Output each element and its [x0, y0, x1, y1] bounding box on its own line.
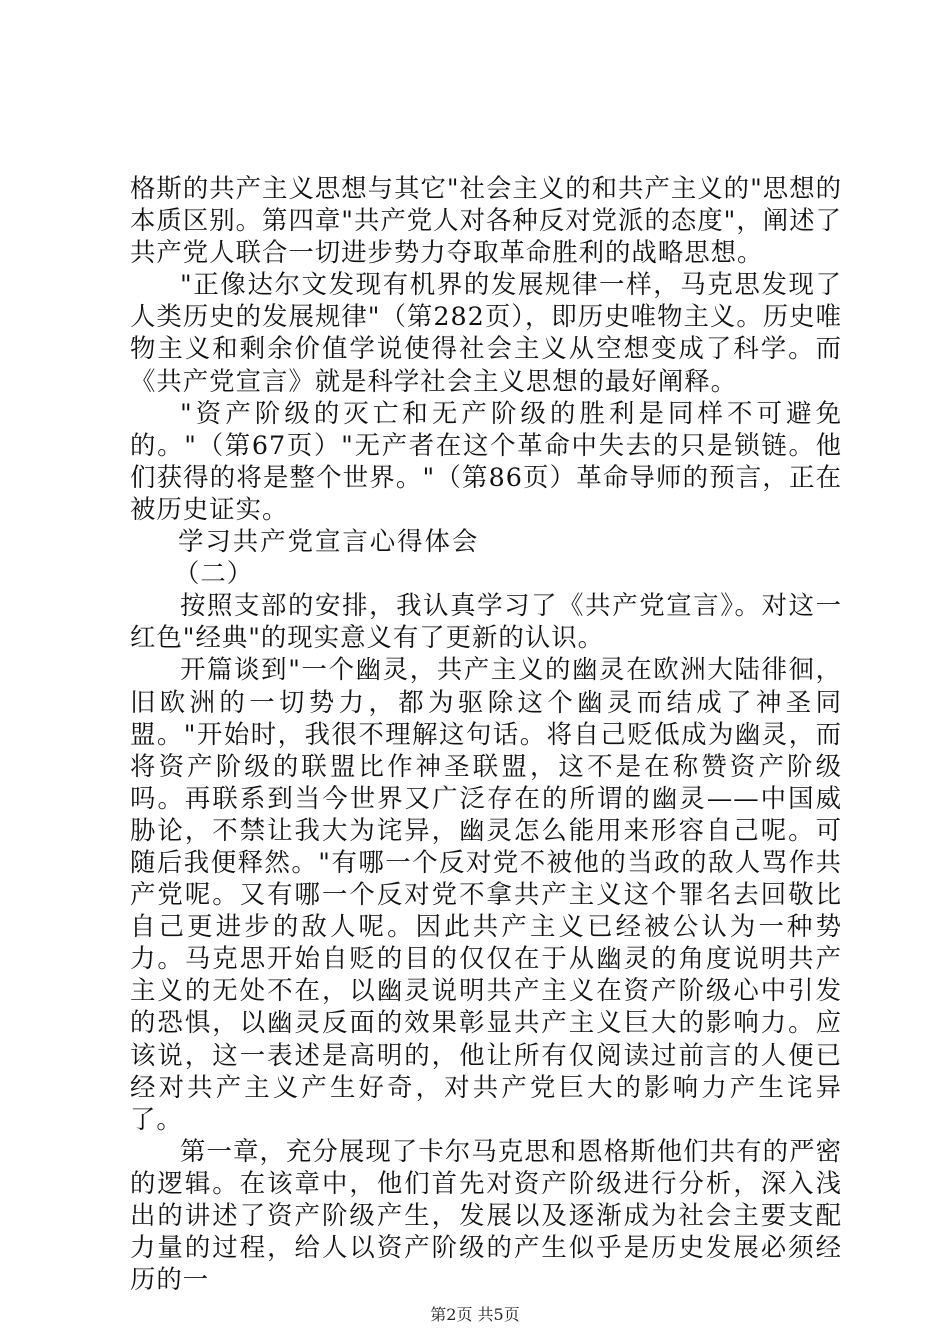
- paragraph-prophecy-quote: "资产阶级的灭亡和无产阶级的胜利是同样不可避免的。"（第67页）"无产者在这个革命中失去的只是锁链。他们获得的将是整个世界。"（第86页）革命导师的预言，正在被历史证实。: [130, 397, 842, 524]
- paragraph-specter: 开篇谈到"一个幽灵，共产主义的幽灵在欧洲大陆徘徊，旧欧洲的一切势力，都为驱除这个幽灵而结成了神圣同盟。"开始时，我很不理解这句话。将自己贬低成为幽灵，而将资产阶级的联盟比作神圣联盟，这不是在称赞资产阶级吗。再联系到当今世界又广泛存在的所谓的幽灵——中国威胁论，不禁让我大为诧异，幽灵怎么能用来形容自己呢。可随后我便释然。"有哪一个反对党不被他的当政的敌人骂作共产党呢。又有哪一个反对党不拿共产主义这个罪名去回敬比自己更进步的敌人呢。因此共产主义已经被公认为一种势力。马克思开始自贬的目的仅仅在于从幽灵的角度说明共产主义的无处不在，以幽灵说明共产主义在资产阶级心中引发的恐惧，以幽灵反面的效果彰显共产主义巨大的影响力。应该说，这一表述是高明的，他让所有仅阅读过前言的人便已经对共产主义产生好奇，对共产党巨大的影响力产生诧异了。: [130, 654, 842, 1134]
- paragraph-darwin-quote: "正像达尔文发现有机界的发展规律一样，马克思发现了人类历史的发展规律"（第282页），即历史唯物主义。历史唯物主义和剩余价值学说使得社会主义从空想变成了科学。而《共产党宣言》就是科学社会主义思想的最好阐释。: [130, 269, 842, 396]
- paragraph-intro: 按照支部的安排，我认真学习了《共产党宣言》。对这一红色"经典"的现实意义有了更新的认识。: [130, 590, 842, 653]
- document-body: [130, 172, 842, 1295]
- section-number: （二）: [174, 558, 254, 589]
- section-heading: 学习共产党宣言心得体会: [178, 526, 480, 557]
- paragraph-continued: 格斯的共产主义思想与其它"社会主义的和共产主义的"思想的本质区别。第四章"共产党人对各种反对党派的态度"，阐述了共产党人联合一切进步势力夺取革命胜利的战略思想。: [130, 173, 842, 268]
- page-number-footer: 第2页 共5页: [430, 1305, 520, 1324]
- paragraph-chapter-one: 第一章，充分展现了卡尔马克思和恩格斯他们共有的严密的逻辑。在该章中，他们首先对资产阶级进行分析，深入浅出的讲述了资产阶级产生，发展以及逐渐成为社会主要支配力量的过程，给人以资产阶级的产生似乎是历史发展必须经历的一: [130, 1135, 842, 1295]
